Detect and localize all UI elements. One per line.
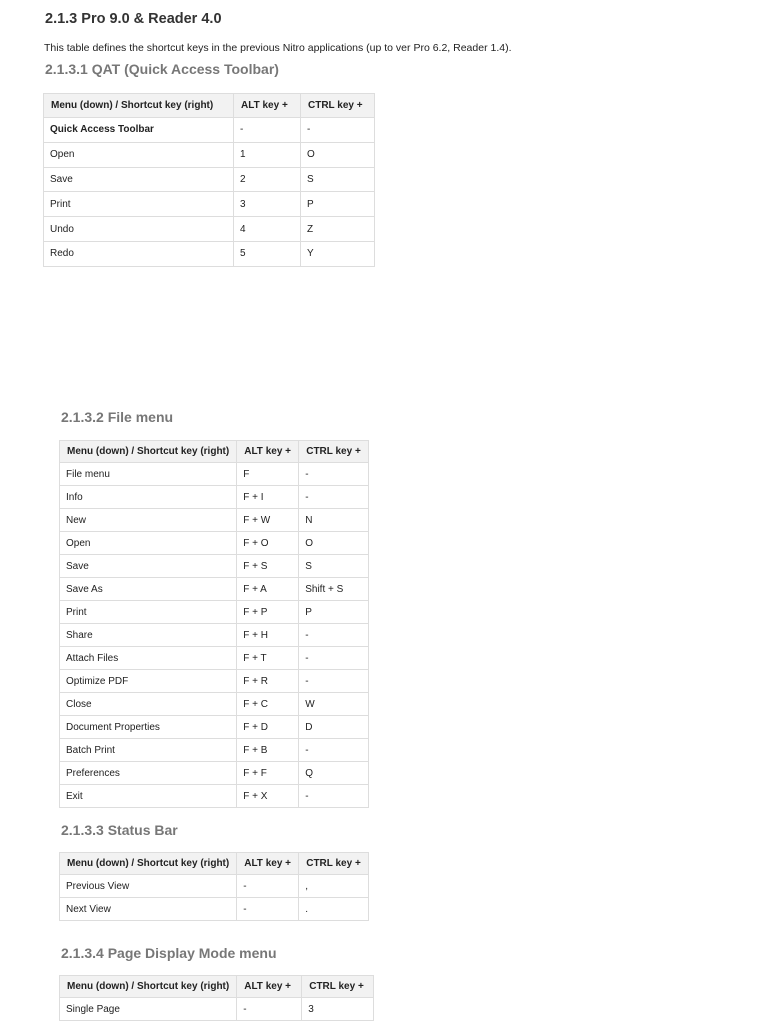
ctrl-key-cell: -	[299, 670, 369, 693]
alt-key-cell: 2	[234, 167, 301, 192]
table-row	[44, 192, 375, 217]
menu-cell: Next View	[60, 898, 237, 921]
alt-key-cell: -	[237, 875, 299, 898]
column-header-menu: Menu (down) / Shortcut key (right)	[44, 94, 234, 118]
alt-key-cell: F + B	[237, 739, 299, 762]
alt-key-cell: F + P	[237, 601, 299, 624]
table-row	[60, 601, 369, 624]
table-header-row	[60, 853, 369, 875]
table-row	[60, 463, 369, 486]
table-row	[44, 142, 375, 167]
table-row	[60, 785, 369, 808]
alt-key-cell: -	[237, 998, 302, 1021]
alt-key-cell: 5	[234, 241, 301, 266]
menu-cell: Optimize PDF	[60, 670, 237, 693]
alt-key-cell: F + O	[237, 532, 299, 555]
column-header-alt: ALT key +	[237, 976, 302, 998]
ctrl-key-cell: O	[299, 532, 369, 555]
ctrl-key-cell: -	[299, 739, 369, 762]
status-bar-shortcut-table	[59, 852, 369, 921]
column-header-ctrl: CTRL key +	[299, 441, 369, 463]
page-display-mode-shortcut-table	[59, 975, 374, 1021]
ctrl-key-cell: P	[299, 601, 369, 624]
ctrl-key-cell: D	[299, 716, 369, 739]
menu-cell: Open	[60, 532, 237, 555]
ctrl-key-cell: S	[301, 167, 375, 192]
ctrl-key-cell: 3	[302, 998, 374, 1021]
column-header-ctrl: CTRL key +	[301, 94, 375, 118]
table-row	[44, 241, 375, 266]
menu-cell: Redo	[44, 241, 234, 266]
table-row	[60, 875, 369, 898]
menu-cell: Save	[60, 555, 237, 578]
section-title-file-menu: 2.1.3.2 File menu	[61, 409, 174, 425]
menu-cell: Save As	[60, 578, 237, 601]
menu-cell: Attach Files	[60, 647, 237, 670]
alt-key-cell: F + A	[237, 578, 299, 601]
ctrl-key-cell: P	[301, 192, 375, 217]
ctrl-key-cell: -	[299, 463, 369, 486]
alt-key-cell: -	[234, 118, 301, 143]
section-title-status-bar: 2.1.3.3 Status Bar	[61, 822, 178, 838]
table-row	[60, 647, 369, 670]
ctrl-key-cell: ,	[299, 875, 369, 898]
ctrl-key-cell: S	[299, 555, 369, 578]
column-header-menu: Menu (down) / Shortcut key (right)	[60, 441, 237, 463]
intro-text: This table defines the shortcut keys in the previous Nitro applications (up to ver Pro 6.2, Reader 1.4).	[44, 42, 512, 54]
menu-cell: New	[60, 509, 237, 532]
table-header-row	[60, 976, 374, 998]
ctrl-key-cell: N	[299, 509, 369, 532]
section-title-qat: 2.1.3.1 QAT (Quick Access Toolbar)	[45, 61, 279, 77]
menu-cell: Print	[44, 192, 234, 217]
table-row	[44, 217, 375, 242]
table-row	[60, 578, 369, 601]
alt-key-cell: F + I	[237, 486, 299, 509]
menu-cell: Open	[44, 142, 234, 167]
table-header-row	[44, 94, 375, 118]
alt-key-cell: F + D	[237, 716, 299, 739]
menu-cell: Print	[60, 601, 237, 624]
qat-shortcut-table	[43, 93, 375, 267]
ctrl-key-cell: -	[299, 624, 369, 647]
menu-cell: File menu	[60, 463, 237, 486]
ctrl-key-cell: -	[299, 647, 369, 670]
ctrl-key-cell: W	[299, 693, 369, 716]
column-header-menu: Menu (down) / Shortcut key (right)	[60, 853, 237, 875]
menu-cell: Batch Print	[60, 739, 237, 762]
alt-key-cell: 1	[234, 142, 301, 167]
menu-cell: Single Page	[60, 998, 237, 1021]
ctrl-key-cell: Y	[301, 241, 375, 266]
alt-key-cell: 4	[234, 217, 301, 242]
menu-cell: Preferences	[60, 762, 237, 785]
menu-cell: Previous View	[60, 875, 237, 898]
column-header-alt: ALT key +	[237, 441, 299, 463]
ctrl-key-cell: Z	[301, 217, 375, 242]
ctrl-key-cell: -	[301, 118, 375, 143]
table-row	[60, 624, 369, 647]
menu-cell: Undo	[44, 217, 234, 242]
menu-cell: Quick Access Toolbar	[44, 118, 234, 143]
table-header-row	[60, 441, 369, 463]
column-header-ctrl: CTRL key +	[302, 976, 374, 998]
column-header-ctrl: CTRL key +	[299, 853, 369, 875]
menu-cell: Exit	[60, 785, 237, 808]
alt-key-cell: F + C	[237, 693, 299, 716]
alt-key-cell: F	[237, 463, 299, 486]
ctrl-key-cell: -	[299, 785, 369, 808]
table-row	[60, 762, 369, 785]
alt-key-cell: F + X	[237, 785, 299, 808]
menu-cell: Document Properties	[60, 716, 237, 739]
table-row	[60, 509, 369, 532]
column-header-alt: ALT key +	[237, 853, 299, 875]
file-menu-shortcut-table	[59, 440, 369, 808]
alt-key-cell: 3	[234, 192, 301, 217]
alt-key-cell: F + W	[237, 509, 299, 532]
menu-cell: Share	[60, 624, 237, 647]
table-row	[60, 898, 369, 921]
ctrl-key-cell: -	[299, 486, 369, 509]
alt-key-cell: -	[237, 898, 299, 921]
table-row	[60, 532, 369, 555]
alt-key-cell: F + T	[237, 647, 299, 670]
ctrl-key-cell: Shift + S	[299, 578, 369, 601]
alt-key-cell: F + R	[237, 670, 299, 693]
alt-key-cell: F + S	[237, 555, 299, 578]
menu-cell: Info	[60, 486, 237, 509]
table-row	[60, 998, 374, 1021]
section-title-page-display-mode: 2.1.3.4 Page Display Mode menu	[61, 945, 277, 961]
table-row	[60, 486, 369, 509]
table-row	[60, 716, 369, 739]
menu-cell: Save	[44, 167, 234, 192]
ctrl-key-cell: .	[299, 898, 369, 921]
table-row	[44, 118, 375, 143]
page-title: 2.1.3 Pro 9.0 & Reader 4.0	[45, 11, 222, 27]
alt-key-cell: F + H	[237, 624, 299, 647]
table-row	[44, 167, 375, 192]
table-row	[60, 693, 369, 716]
column-header-menu: Menu (down) / Shortcut key (right)	[60, 976, 237, 998]
column-header-alt: ALT key +	[234, 94, 301, 118]
table-row	[60, 739, 369, 762]
table-row	[60, 555, 369, 578]
ctrl-key-cell: O	[301, 142, 375, 167]
alt-key-cell: F + F	[237, 762, 299, 785]
table-row	[60, 670, 369, 693]
menu-cell: Close	[60, 693, 237, 716]
ctrl-key-cell: Q	[299, 762, 369, 785]
